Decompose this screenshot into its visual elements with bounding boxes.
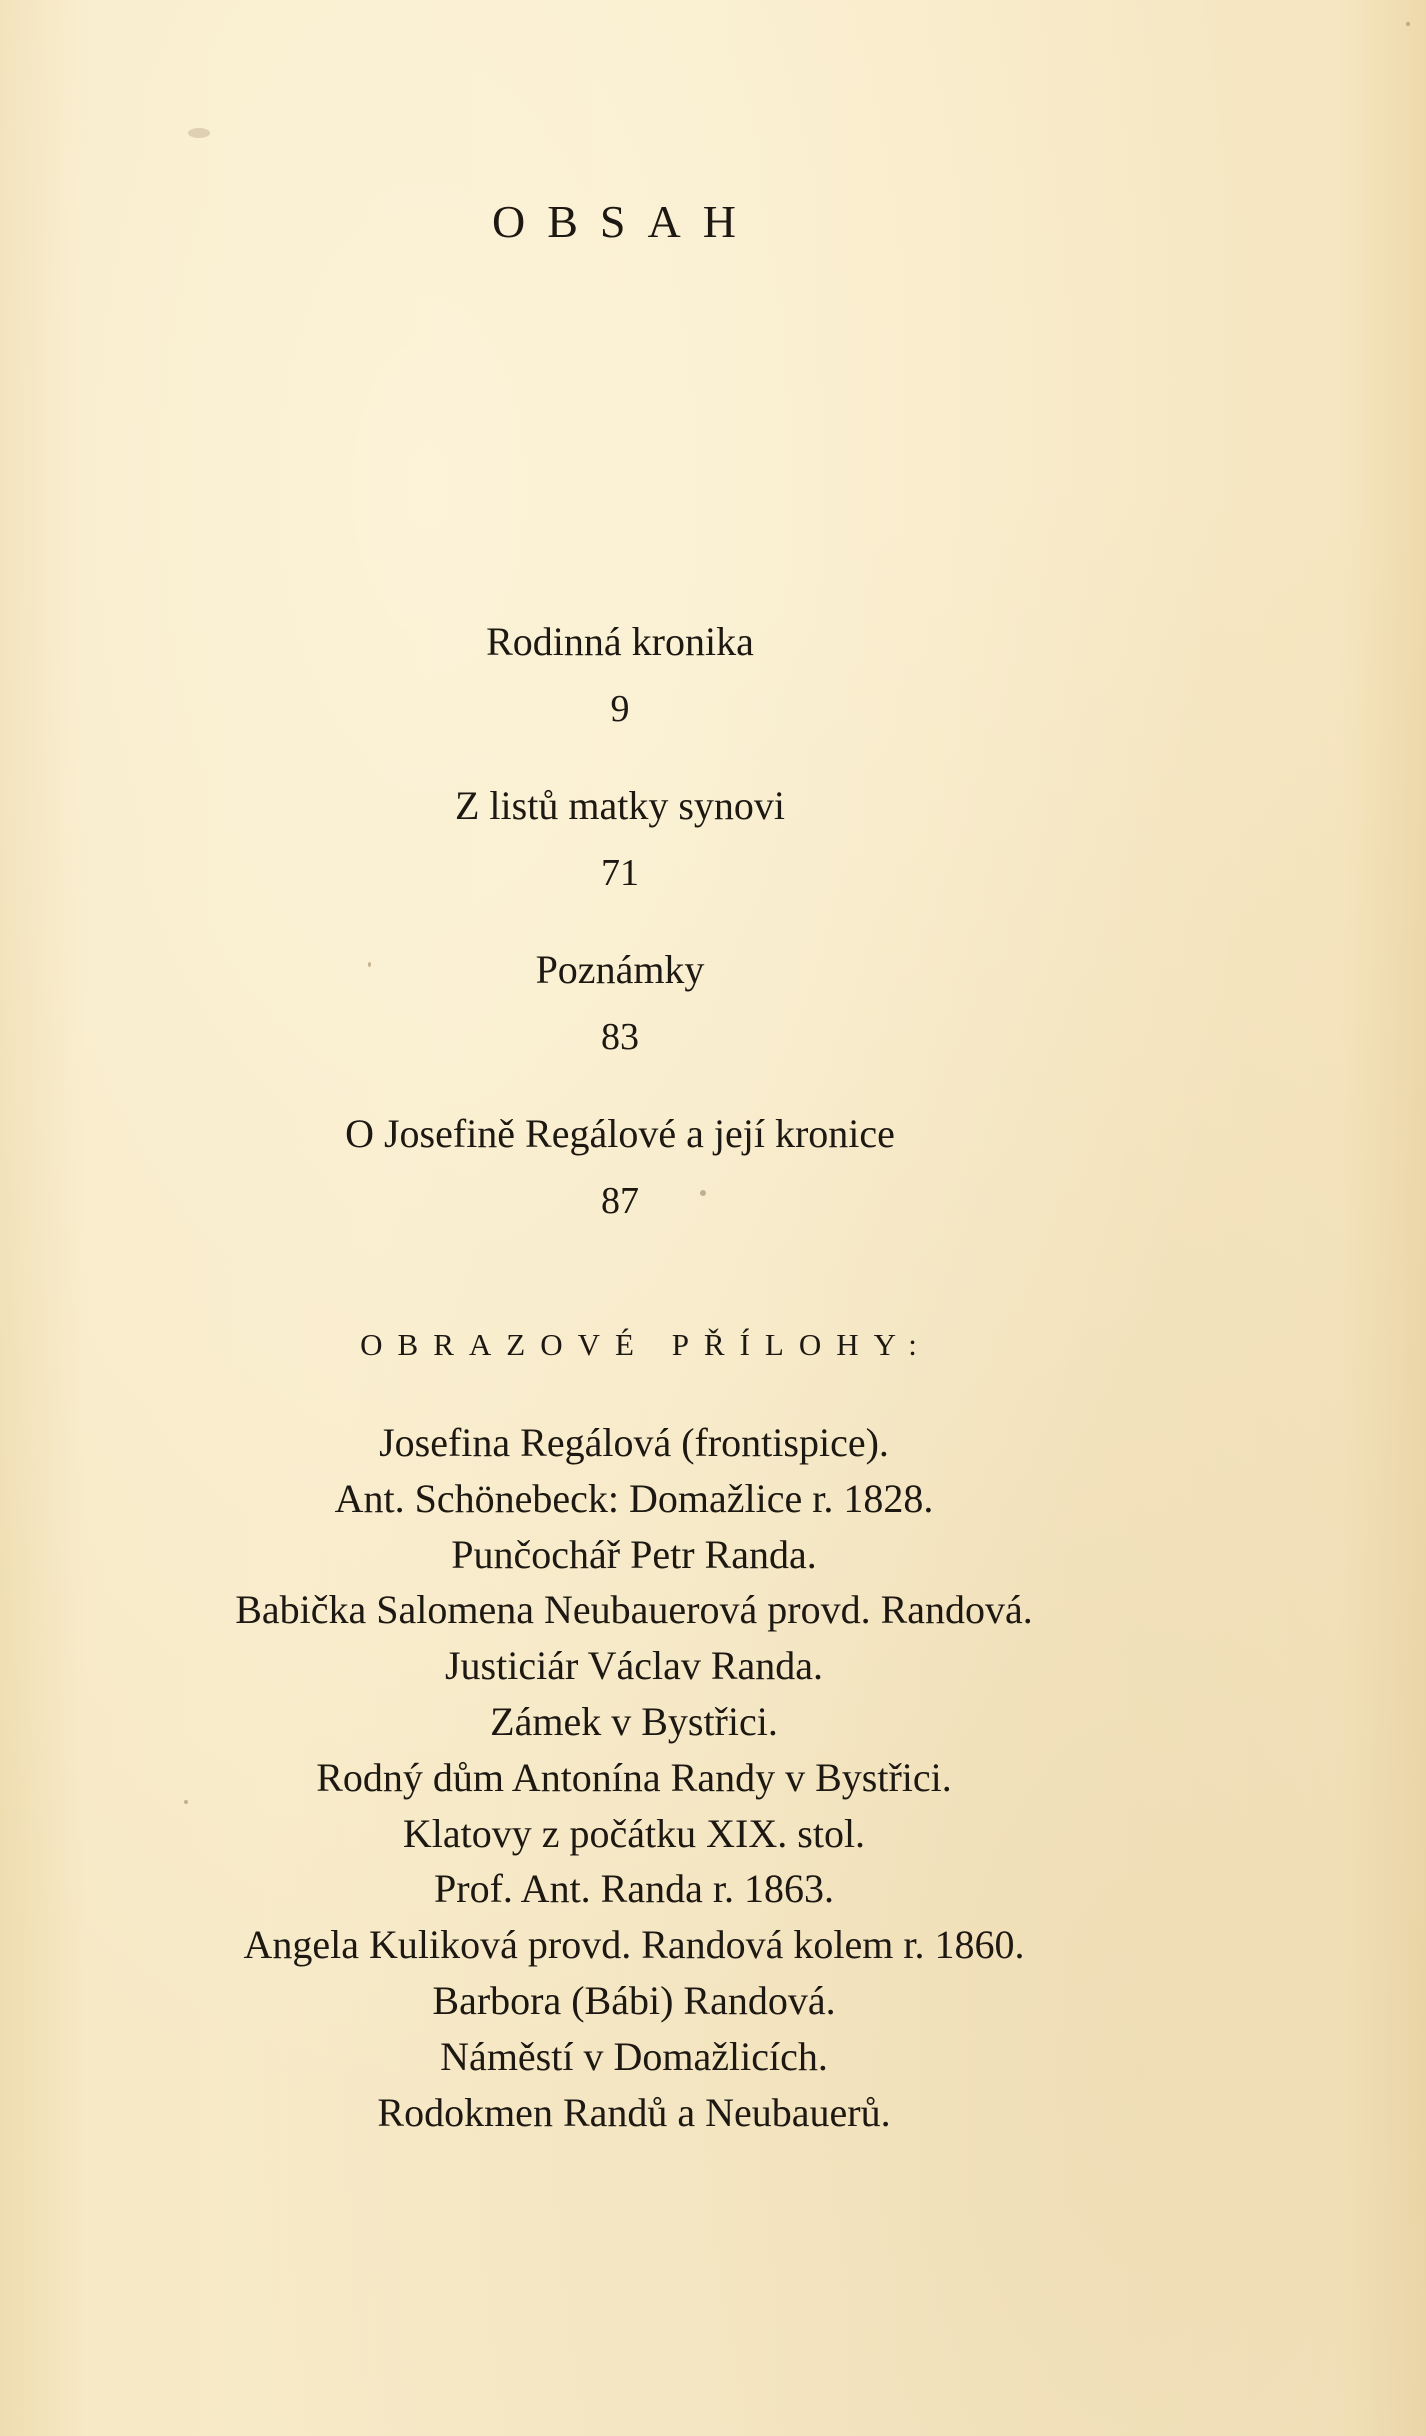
toc-entry — [0, 774, 1240, 938]
appendix-heading: OBRAZOVÉ PŘÍLOHY: — [360, 1327, 932, 1362]
list-item: Rodokmen Randů a Neubauerů. — [377, 2089, 891, 2135]
paper-speck — [188, 128, 210, 138]
toc-entry — [0, 938, 1240, 1102]
list-item: Klatovy z počátku XIX. stol. — [402, 1810, 866, 1856]
table-of-contents — [0, 610, 1240, 1266]
toc-entry — [0, 610, 1240, 774]
list-item: Punčochář Petr Randa. — [451, 1531, 817, 1577]
toc-entry — [0, 1102, 1240, 1266]
toc-entry-page: 9 — [610, 688, 630, 730]
toc-entry-title: Poznámky — [535, 947, 705, 992]
contents-heading: OBSAH — [492, 196, 758, 247]
paper-speck — [1406, 22, 1410, 26]
toc-entry-title: Rodinná kronika — [486, 619, 754, 664]
list-item: Josefina Regálová (frontispice). — [379, 1420, 889, 1465]
list-item: Zámek v Bystřici. — [490, 1698, 778, 1744]
list-item: Babička Salomena Neubauerová provd. Randová. — [235, 1587, 1033, 1633]
toc-entry-title: O Josefině Regálové a její kronice — [345, 1111, 895, 1156]
toc-entry-title: Z listů matky synovi — [455, 783, 785, 828]
plates-list — [0, 1415, 1268, 2140]
list-item: Barbora (Bábi) Randová. — [432, 1977, 836, 2023]
list-item: Justiciár Václav Randa. — [444, 1643, 824, 1689]
list-item: Rodný dům Antonína Randy v Bystřici. — [316, 1754, 952, 1800]
list-item: Náměstí v Domažlicích. — [440, 2033, 828, 2079]
list-item: Prof. Ant. Randa r. 1863. — [434, 1866, 834, 1912]
toc-entry-page: 71 — [601, 852, 639, 894]
list-item: Angela Kuliková provd. Randová kolem r. 1860. — [243, 1922, 1025, 1968]
toc-entry-page: 83 — [601, 1016, 639, 1058]
toc-entry-page: 87 — [601, 1180, 639, 1222]
list-item: Ant. Schönebeck: Domažlice r. 1828. — [334, 1475, 934, 1521]
